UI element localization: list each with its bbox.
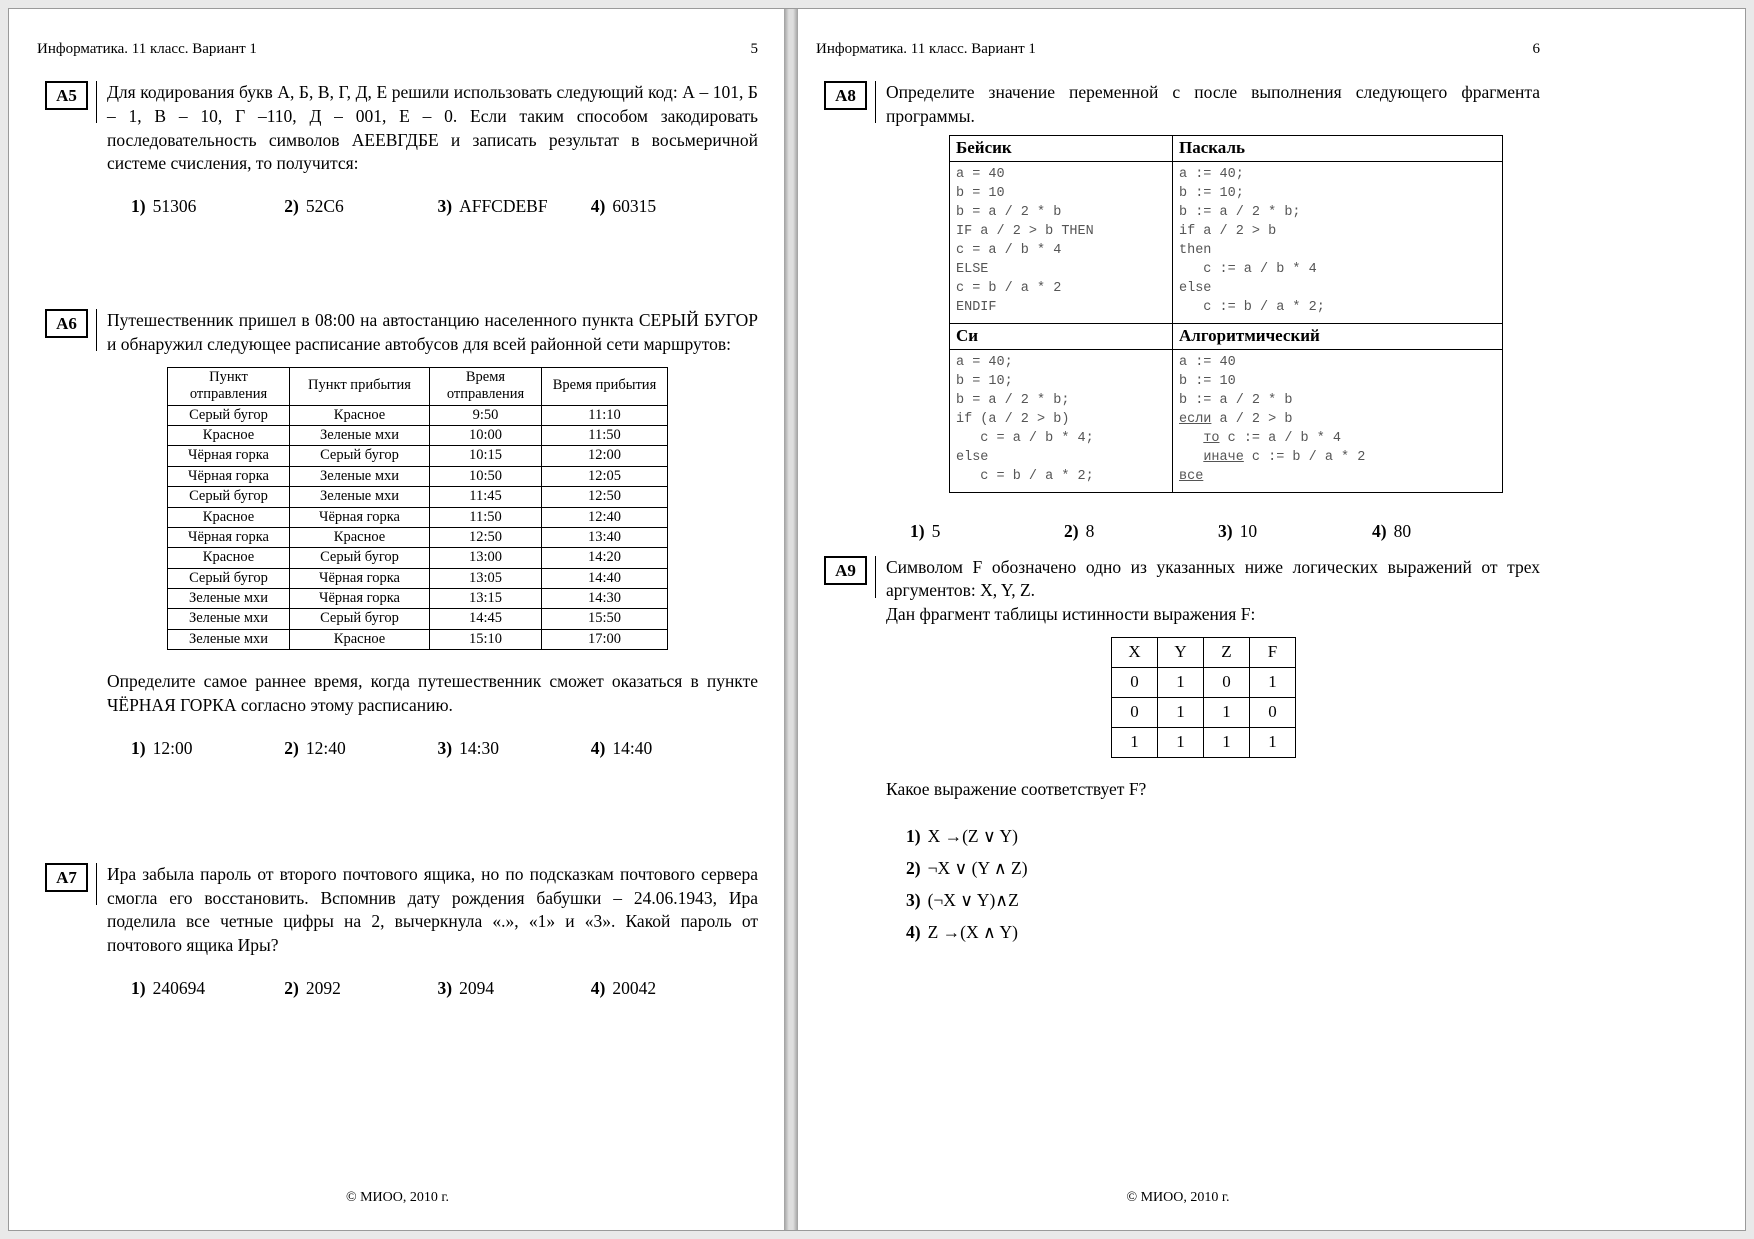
footer-left: © МИОО, 2010 г. [345, 1190, 450, 1205]
option-number: 2) [1064, 520, 1079, 541]
departure-time: 15:10 [430, 629, 542, 649]
truth-row [1112, 667, 1296, 697]
label-divider [875, 556, 876, 598]
arrival-point: Серый бугор [290, 446, 430, 466]
question-a5 [37, 81, 758, 217]
option-number: 4) [590, 978, 606, 999]
schedule-header-row [168, 367, 668, 405]
question-label-column [37, 81, 107, 217]
truth-header-cell: F [1250, 637, 1296, 667]
code-line: IF a / 2 > b THEN [956, 223, 1094, 239]
code-line: b := a / 2 * b; [1179, 204, 1301, 220]
code-line: c = a / b * 4 [956, 242, 1062, 258]
option-text: 2094 [459, 978, 495, 999]
code-line: b = 10 [956, 185, 1005, 201]
answer-options [886, 826, 1540, 943]
truth-y: 1 [1158, 697, 1204, 727]
schedule-row [168, 527, 668, 547]
arrival-point: Зеленые мхи [290, 466, 430, 486]
departure-point: Зеленые мхи [168, 629, 290, 649]
truth-header-cell: X [1112, 637, 1158, 667]
question-text-2: Дан фрагмент таблицы истинности выражения F: [886, 604, 1256, 625]
code-line: то c := a / b * 4 [1203, 430, 1342, 446]
question-label-column [37, 863, 107, 999]
code-line: a = 40; [956, 354, 1013, 370]
code-line: c = b / a * 2 [956, 280, 1062, 296]
page-number: 5 [750, 41, 758, 57]
option [438, 196, 591, 217]
code-algorithmic [1173, 349, 1503, 492]
schedule-row [168, 466, 668, 486]
option-number: 2) [284, 737, 299, 758]
question-a8 [816, 81, 1540, 542]
arrival-time: 12:50 [542, 487, 668, 507]
option-text: (¬X ∨ Y)∧Z [927, 889, 1019, 910]
departure-point: Серый бугор [168, 568, 290, 588]
option-number: 1) [131, 978, 146, 999]
option [906, 826, 1540, 847]
departure-point: Зеленые мхи [168, 589, 290, 609]
schedule-header-cell: Время прибытия [542, 367, 668, 405]
option-text: 51306 [152, 196, 197, 217]
option-text: 20042 [612, 978, 657, 999]
question-label: А6 [45, 309, 88, 338]
schedule-row [168, 446, 668, 466]
option [131, 196, 284, 217]
option [284, 978, 437, 999]
departure-time: 10:00 [430, 425, 542, 445]
page-number: 6 [1532, 41, 1540, 57]
schedule-row [168, 507, 668, 527]
code-line: a := 40; [1179, 166, 1244, 182]
option-text: 14:40 [612, 737, 653, 758]
page-header [37, 39, 758, 59]
code-line: иначе c := b / a * 2 [1203, 449, 1366, 465]
option-number: 4) [906, 921, 921, 942]
departure-time: 11:50 [430, 507, 542, 527]
code-basic [950, 161, 1173, 323]
question-text: Символом F обозначено одно из указанных ниже логических выражений от трех аргументов: X, Y, Z. [886, 556, 1540, 601]
departure-time: 12:50 [430, 527, 542, 547]
answer-options [107, 738, 758, 759]
departure-point: Чёрная горка [168, 446, 290, 466]
option-number: 3) [906, 889, 921, 910]
header-title: Информатика. 11 класс. Вариант 1 [816, 41, 1036, 57]
option-number: 3) [437, 737, 453, 758]
truth-header-cell: Y [1158, 637, 1204, 667]
option-text: 60315 [612, 196, 657, 217]
option-text: AFFCDEBF [459, 196, 548, 217]
answer-options [107, 196, 758, 217]
option [284, 738, 437, 759]
arrival-time: 11:50 [542, 425, 668, 445]
code-line: if a / 2 > b [1179, 223, 1277, 239]
truth-x: 1 [1112, 727, 1158, 757]
lang-header-pascal: Паскаль [1173, 135, 1503, 161]
code-line: a := 40 [1179, 354, 1236, 370]
question-text-2: Определите самое раннее время, когда путешественник сможет оказаться в пункте ЧЁРНАЯ ГОРКА согласно этому расписанию. [107, 671, 758, 716]
departure-point: Красное [168, 425, 290, 445]
answer-options [886, 521, 1540, 542]
question-a7 [37, 863, 758, 999]
option [906, 858, 1540, 879]
code-line: ELSE [956, 261, 989, 277]
truth-f: 1 [1250, 727, 1296, 757]
departure-time: 10:15 [430, 446, 542, 466]
option [910, 521, 1064, 542]
label-divider [96, 309, 97, 351]
truth-z: 1 [1204, 727, 1250, 757]
question-text: Для кодирования букв А, Б, В, Г, Д, Е решили использовать следующий код: А – 101, Б – 1, В – 10, Г –110, Д – 001, Е – 0. Если таким способом закодировать последовательность символов АЕЕВГДБЕ и записать результат в восьмеричной системе счисления, то получится: [107, 82, 758, 174]
code-line: c := a / b * 4 [1179, 261, 1317, 277]
departure-point: Чёрная горка [168, 527, 290, 547]
header-title: Информатика. 11 класс. Вариант 1 [37, 41, 257, 57]
arrival-time: 12:05 [542, 466, 668, 486]
option-text: 240694 [152, 978, 206, 999]
option-text: 14:30 [459, 737, 499, 758]
option-text: ¬X ∨ (Y ∧ Z) [927, 857, 1028, 878]
option-text: Z →(X ∧ Y) [927, 921, 1018, 942]
question-label: А7 [45, 863, 88, 892]
question-text: Путешественник пришел в 08:00 на автостанцию населенного пункта СЕРЫЙ БУГОР и обнаружил следующее расписание автобусов для всей районной сети маршрутов: [107, 310, 758, 354]
code-line: если a / 2 > b [1179, 411, 1293, 427]
option [284, 196, 437, 217]
footer-right: © МИОО, 2010 г. [1126, 1190, 1230, 1205]
code-line: ENDIF [956, 299, 997, 315]
option [1064, 521, 1218, 542]
truth-row [1112, 727, 1296, 757]
code-line: else [1179, 280, 1212, 296]
label-divider [96, 81, 97, 123]
schedule-row [168, 568, 668, 588]
option-text: 8 [1085, 520, 1095, 541]
arrival-time: 12:40 [542, 507, 668, 527]
option-number: 4) [590, 737, 606, 758]
option [438, 738, 591, 759]
departure-time: 13:15 [430, 589, 542, 609]
code-pascal [1173, 161, 1503, 323]
question-a9 [816, 556, 1540, 954]
code-line: все [1179, 468, 1204, 484]
option-number: 2) [906, 857, 921, 878]
schedule-row [168, 609, 668, 629]
scanned-spread [8, 8, 1746, 1231]
departure-time: 11:45 [430, 487, 542, 507]
arrival-time: 14:20 [542, 548, 668, 568]
arrival-time: 11:10 [542, 405, 668, 425]
truth-header-row [1112, 637, 1296, 667]
page-gutter [784, 9, 798, 1230]
question-label: А5 [45, 81, 88, 110]
option [591, 738, 744, 759]
truth-y: 1 [1158, 667, 1204, 697]
option-text: 10 [1239, 520, 1258, 541]
answer-options [107, 978, 758, 999]
departure-time: 13:05 [430, 568, 542, 588]
arrival-point: Серый бугор [290, 548, 430, 568]
option [1372, 521, 1526, 542]
schedule-header-cell: Пункт отправления [168, 367, 290, 405]
code-line: a = 40 [956, 166, 1005, 182]
arrival-point: Зеленые мхи [290, 425, 430, 445]
departure-point: Зеленые мхи [168, 609, 290, 629]
program-table [949, 135, 1503, 493]
departure-time: 9:50 [430, 405, 542, 425]
code-line: b := 10; [1179, 185, 1244, 201]
option [906, 922, 1540, 943]
option-number: 3) [437, 196, 453, 217]
option [131, 978, 284, 999]
option-number: 1) [910, 520, 925, 541]
option-number: 1) [131, 737, 146, 758]
option-text: 2092 [305, 978, 341, 999]
question-text: Определите значение переменной c после выполнения следующего фрагмента программы. [886, 82, 1540, 126]
departure-point: Серый бугор [168, 487, 290, 507]
question-label: А9 [824, 556, 867, 585]
departure-time: 13:00 [430, 548, 542, 568]
truth-f: 0 [1250, 697, 1296, 727]
option-number: 4) [590, 196, 606, 217]
schedule-header-cell: Время отправления [430, 367, 542, 405]
label-divider [875, 81, 876, 123]
option-number: 2) [284, 978, 299, 999]
page-6 [798, 9, 1745, 1230]
option [438, 978, 591, 999]
truth-z: 1 [1204, 697, 1250, 727]
option [131, 738, 284, 759]
truth-y: 1 [1158, 727, 1204, 757]
arrival-point: Зеленые мхи [290, 487, 430, 507]
schedule-row [168, 589, 668, 609]
question-text: Ира забыла пароль от второго почтового ящика, но по подсказкам почтового сервера смогла его восстановить. Вспомнив дату рождения бабушки – 24.06.1943, Ира поделила все четные цифры на 2, вычеркнула «.», «1» и «3». Какой пароль от почтового ящика Иры? [107, 863, 758, 956]
question-label-column [816, 81, 886, 542]
code-line: else [956, 449, 989, 465]
question-text-3: Какое выражение соответствует F? [886, 778, 1147, 799]
truth-z: 0 [1204, 667, 1250, 697]
departure-point: Красное [168, 548, 290, 568]
schedule-row [168, 425, 668, 445]
option-text: 80 [1393, 520, 1412, 541]
option-number: 3) [437, 978, 453, 999]
option-text: 12:40 [305, 737, 346, 758]
arrival-time: 12:00 [542, 446, 668, 466]
arrival-point: Чёрная горка [290, 507, 430, 527]
option-number: 1) [906, 825, 921, 846]
page-header [816, 39, 1540, 59]
option-text: 5 [931, 520, 941, 541]
bus-schedule-table [167, 367, 668, 650]
code-line: if (a / 2 > b) [956, 411, 1070, 427]
option-number: 1) [131, 196, 146, 217]
code-line: c = a / b * 4; [956, 430, 1094, 446]
option [591, 196, 744, 217]
arrival-point: Чёрная горка [290, 589, 430, 609]
schedule-row [168, 629, 668, 649]
code-line: b = 10; [956, 373, 1013, 389]
schedule-row [168, 487, 668, 507]
arrival-time: 17:00 [542, 629, 668, 649]
code-line: b := 10 [1179, 373, 1236, 389]
arrival-point: Красное [290, 405, 430, 425]
arrival-point: Серый бугор [290, 609, 430, 629]
option-text: X →(Z ∨ Y) [927, 825, 1018, 846]
arrival-point: Красное [290, 629, 430, 649]
code-line: b = a / 2 * b [956, 204, 1062, 220]
truth-table [1111, 637, 1296, 758]
truth-f: 1 [1250, 667, 1296, 697]
truth-x: 0 [1112, 667, 1158, 697]
code-line: c := b / a * 2; [1179, 299, 1325, 315]
question-label-column [816, 556, 886, 954]
arrival-point: Чёрная горка [290, 568, 430, 588]
question-label-column [37, 309, 107, 759]
truth-header-cell: Z [1204, 637, 1250, 667]
page-5 [9, 9, 784, 1230]
schedule-row [168, 405, 668, 425]
code-line: b = a / 2 * b; [956, 392, 1070, 408]
code-line: b := a / 2 * b [1179, 392, 1293, 408]
truth-row [1112, 697, 1296, 727]
departure-point: Серый бугор [168, 405, 290, 425]
departure-point: Красное [168, 507, 290, 527]
option-number: 4) [1372, 520, 1387, 541]
option-text: 12:00 [152, 737, 193, 758]
code-c [950, 349, 1173, 492]
arrival-time: 13:40 [542, 527, 668, 547]
arrival-time: 15:50 [542, 609, 668, 629]
code-line: c = b / a * 2; [956, 468, 1094, 484]
lang-header-basic: Бейсик [950, 135, 1173, 161]
lang-header-c: Си [950, 323, 1173, 349]
departure-point: Чёрная горка [168, 466, 290, 486]
code-line: then [1179, 242, 1212, 258]
question-label: А8 [824, 81, 867, 110]
schedule-header-cell: Пункт прибытия [290, 367, 430, 405]
label-divider [96, 863, 97, 905]
arrival-point: Красное [290, 527, 430, 547]
departure-time: 10:50 [430, 466, 542, 486]
lang-header-algorithmic: Алгоритмический [1173, 323, 1503, 349]
option [591, 978, 744, 999]
schedule-row [168, 548, 668, 568]
option-number: 3) [1218, 520, 1233, 541]
question-a6 [37, 309, 758, 759]
option-number: 2) [284, 196, 299, 217]
truth-x: 0 [1112, 697, 1158, 727]
arrival-time: 14:40 [542, 568, 668, 588]
departure-time: 14:45 [430, 609, 542, 629]
option-text: 52C6 [305, 196, 344, 217]
arrival-time: 14:30 [542, 589, 668, 609]
option [906, 890, 1540, 911]
option [1218, 521, 1372, 542]
